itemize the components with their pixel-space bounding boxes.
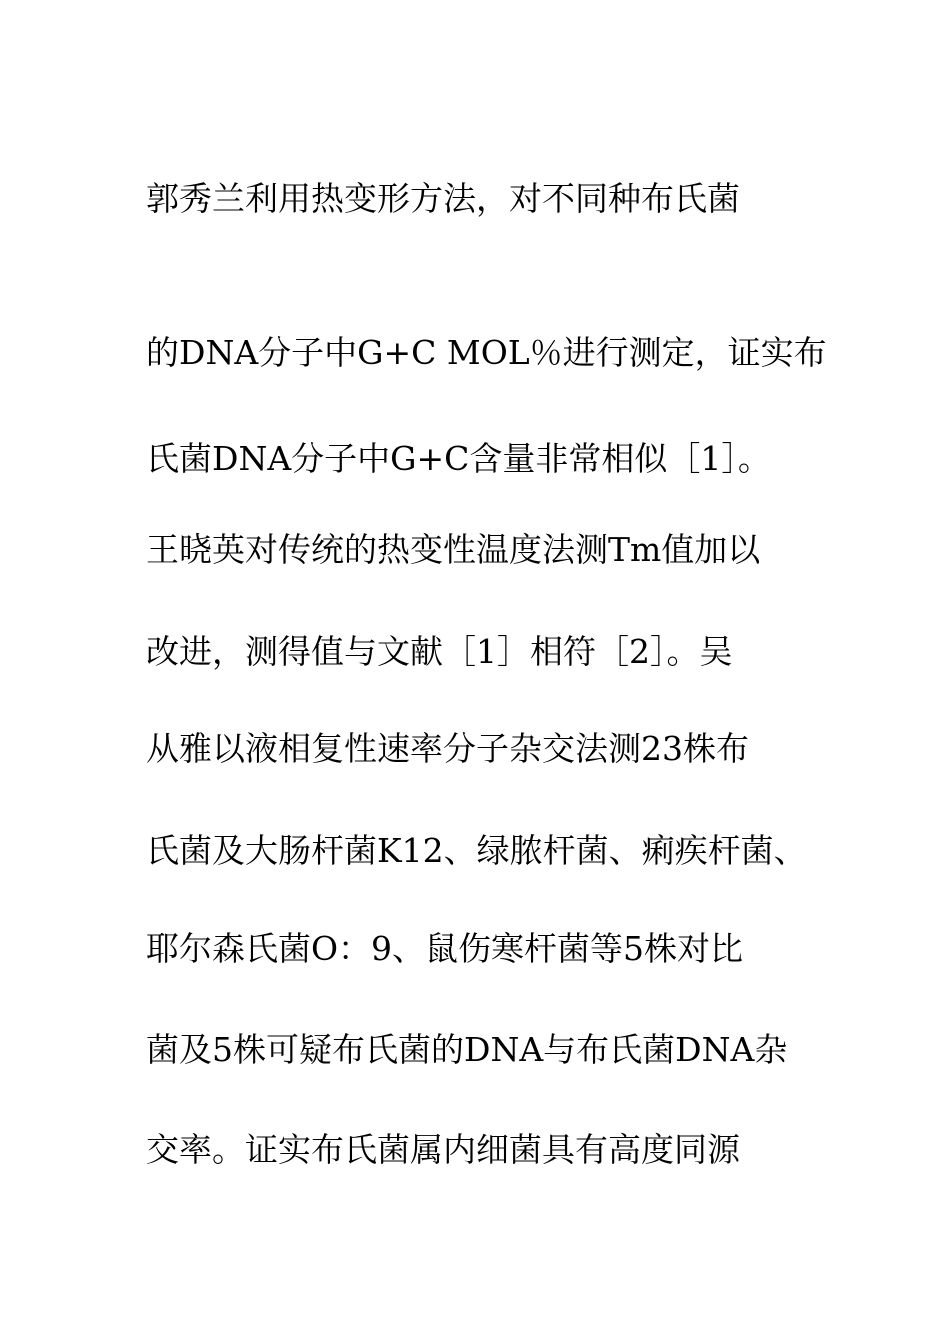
text-line-5: 改进，测得值与文献［1］相符［2］。吴 [146, 632, 733, 671]
text-line-4: 王晓英对传统的热变性温度法测Tm值加以 [146, 530, 761, 569]
text-line-10: 交率。证实布氏菌属内细菌具有高度同源 [146, 1130, 740, 1169]
text-line-2: 的DNA分子中G+C MOL％进行测定，证实布 [146, 333, 827, 372]
text-line-9: 菌及5株可疑布氏菌的DNA与布氏菌DNA杂 [146, 1030, 788, 1069]
text-line-1: 郭秀兰利用热变形方法，对不同种布氏菌 [146, 179, 740, 218]
text-line-6: 从雅以液相复性速率分子杂交法测23株布 [146, 729, 749, 768]
text-line-7: 氏菌及大肠杆菌K12、绿脓杆菌、痢疾杆菌、 [146, 831, 807, 870]
text-line-3: 氏菌DNA分子中G+C含量非常相似［1］。 [146, 439, 771, 478]
text-line-8: 耶尔森氏菌O：9、鼠伤寒杆菌等5株对比 [146, 929, 744, 968]
